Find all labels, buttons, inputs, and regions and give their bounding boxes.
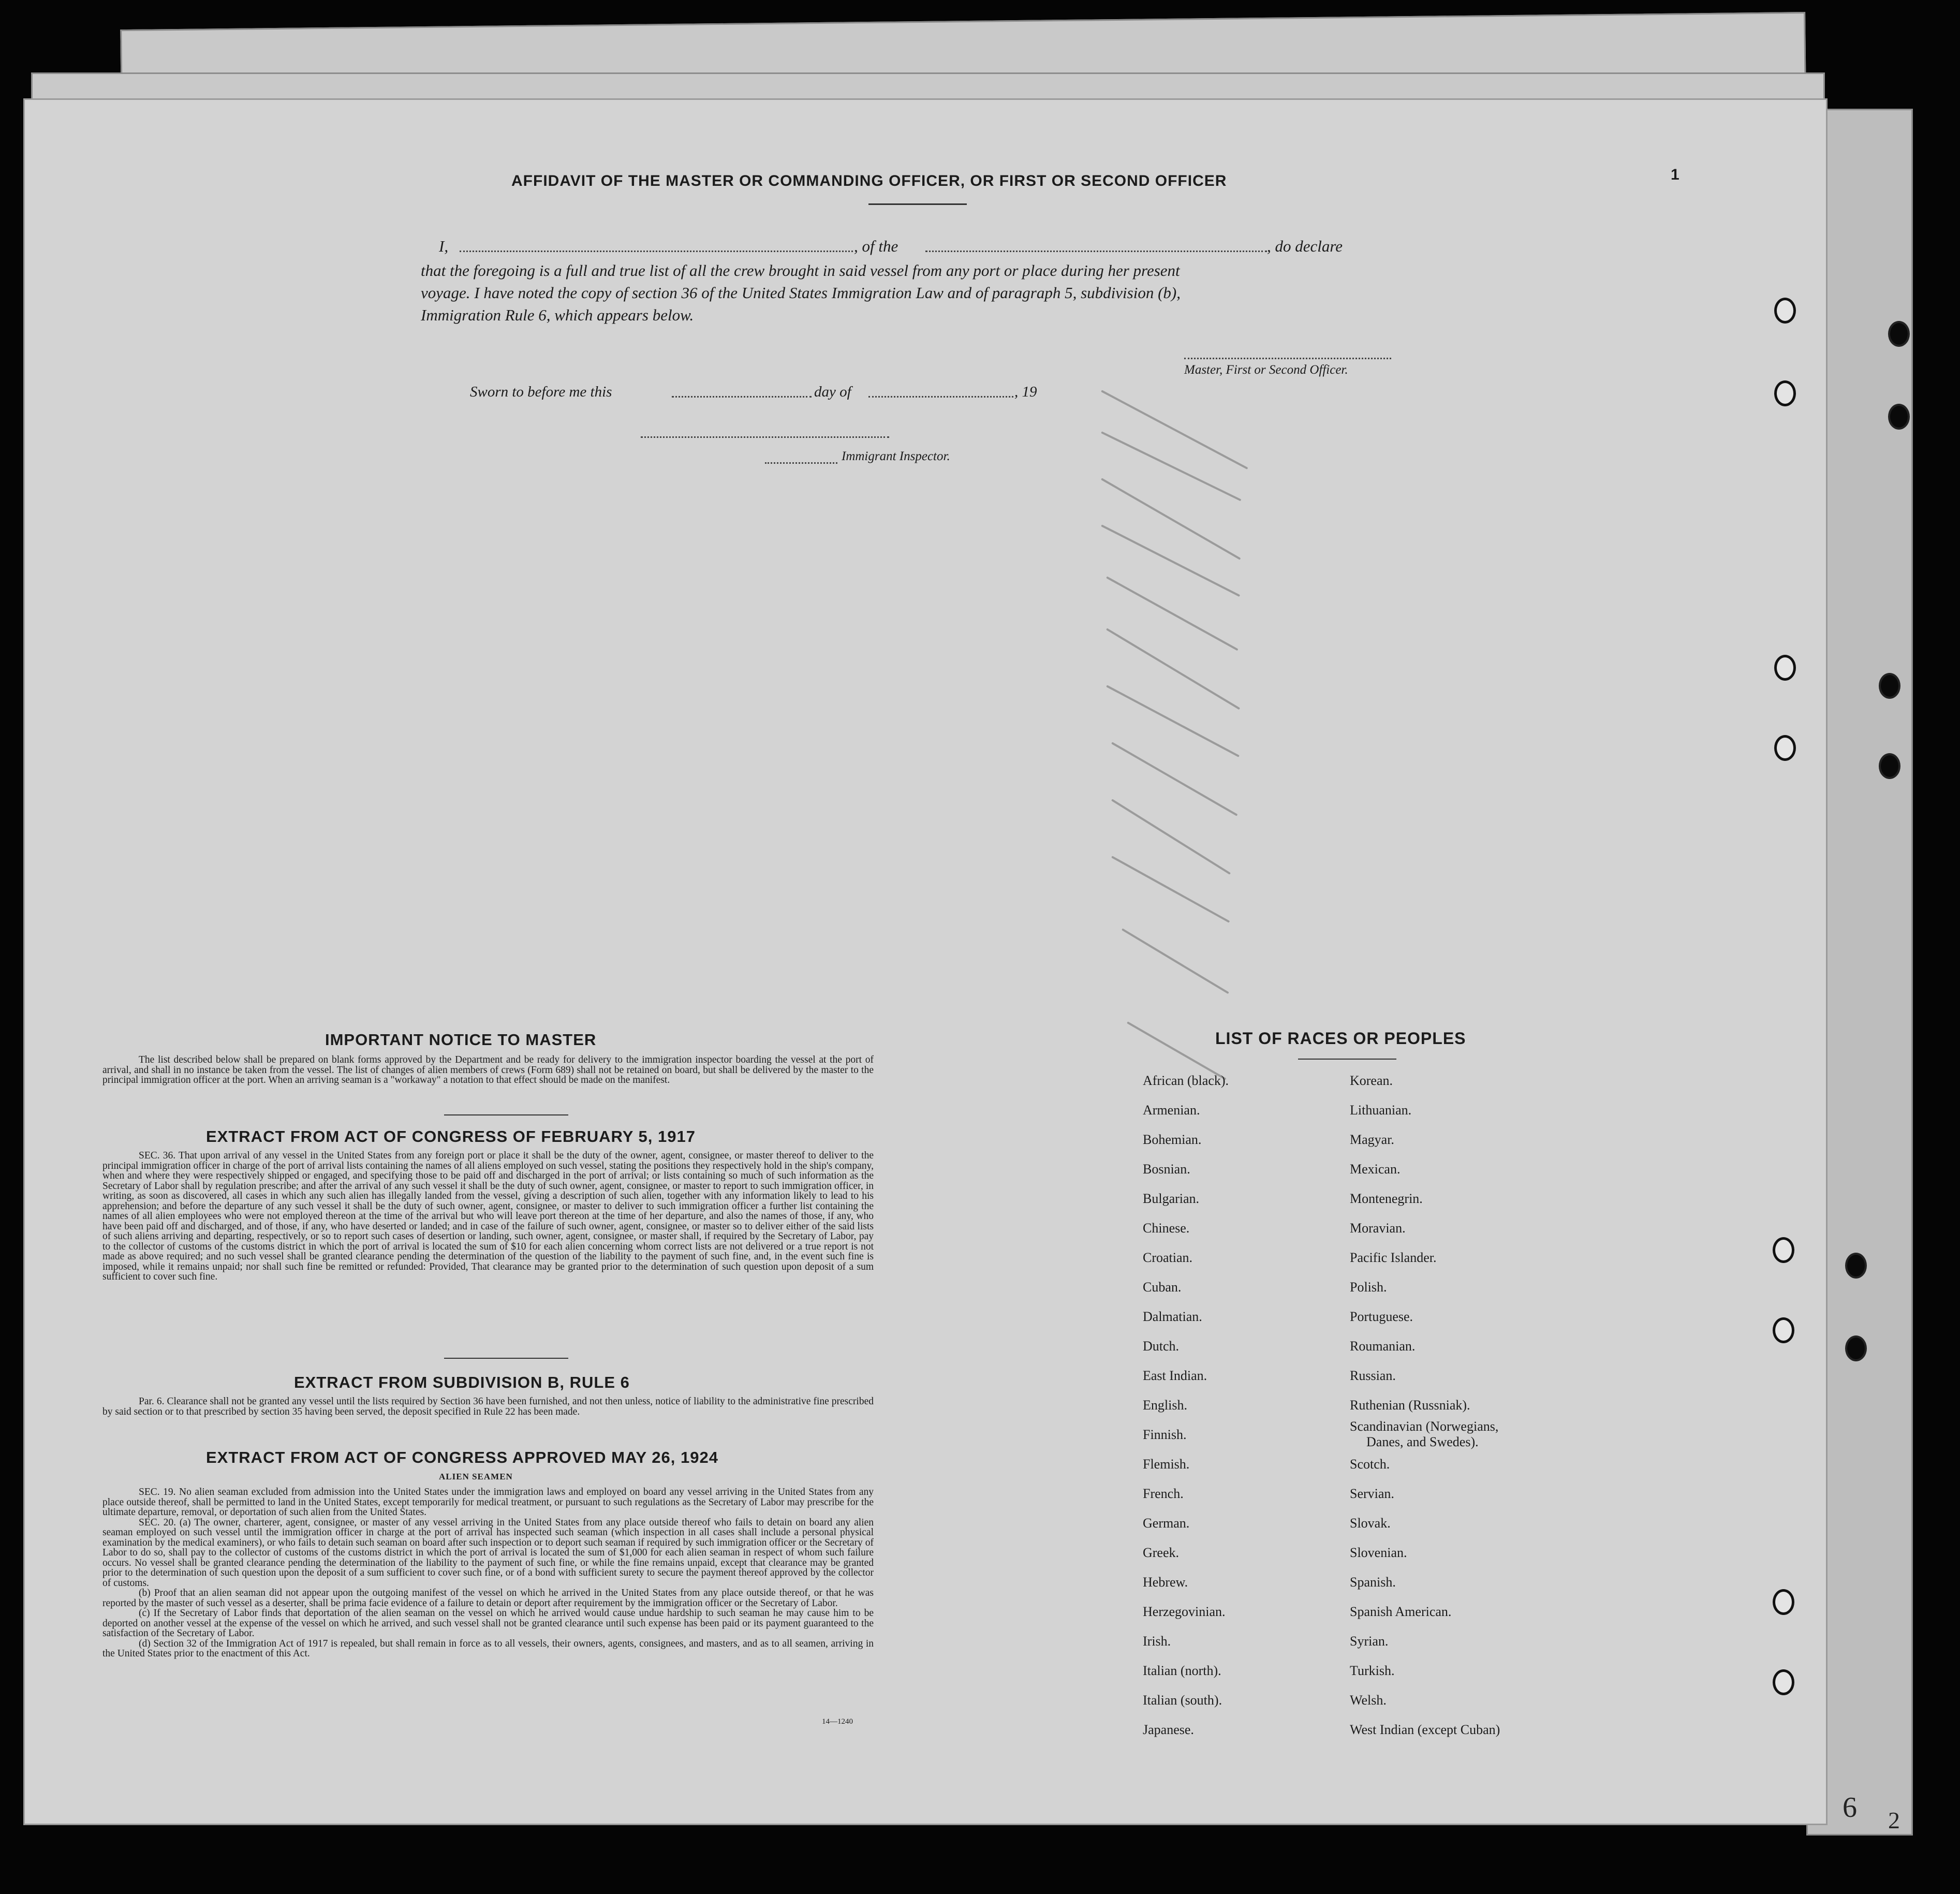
margin-mark: 6: [1843, 1792, 1857, 1824]
affidavit-title: AFFIDAVIT OF THE MASTER OR COMMANDING OFFICER, OR FIRST OR SECOND OFFICER: [511, 172, 1227, 189]
bleed-stroke: [1127, 1021, 1227, 1080]
punch-hole-dark: [1888, 404, 1910, 430]
race-item: Welsh.: [1350, 1693, 1387, 1708]
punch-hole-dark: [1879, 753, 1900, 779]
race-item: Bosnian.: [1143, 1162, 1190, 1177]
document-page: [23, 98, 1828, 1825]
race-item: Armenian.: [1143, 1103, 1200, 1118]
extract-1917-text: SEC. 36. That upon arrival of any vessel in the United States from any foreign port or place it shall be the duty of the owner, agent, consignee, or master thereof to deliver to the principal immigration officer in charge of the port of arrival lists containing the names of all aliens employed on such vessel, stating the positions they respectively hold in the ship's company, when and where they were respectively shipped or engaged, and specifying those to be paid off and discharged in the port of arrival; or lists containing so much of such information as the Secretary of Labor shall by regulation prescribe; and after the arrival of any such vessel it shall be the duty of such owner, agent, consignee, or master to report to such immigration officer, in writing, as soon as discovered, all cases in which any such alien has illegally landed from the vessel, giving a description of such alien, together with any information likely to lead to his apprehension; and before the departure of any such vessel it shall be the duty of such owner, agent, consignee, or master to deliver to such immigration officer a further list containing the names of all alien employees who were not employed thereon at the time of the arrival but who will leave port thereon at the time of her departure, and also the names of those, if any, who have been paid off and discharged, and of those, if any, who have deserted or landed; and in case of the failure of such owner, agent, consignee, or master so to deliver either of the said lists of such aliens arriving and departing, respectively, or so to report such cases of desertion or landing, such owner, agent, consignee, or master shall, if required by the Secretary of Labor, pay to the collector of customs of the customs district in which the port of arrival is located the sum of $10 for each alien concerning whom correct lists are not delivered or a true report is not made as above required; and no such vessel shall be granted clearance pending the determination of the question of the liability to the payment of such fine, and, in the event such fine is imposed, while it remains unpaid; nor shall such fine be remitted or refunded: Provided, That clearance may be granted prior to the determination of such question upon deposit of a sum sufficient to cover such fine.: [102, 1150, 874, 1282]
race-item: Syrian.: [1350, 1634, 1389, 1649]
race-item: Bulgarian.: [1143, 1191, 1200, 1206]
punch-hole: [1774, 298, 1796, 324]
race-item: Dutch.: [1143, 1339, 1180, 1354]
punch-hole-dark: [1879, 673, 1900, 699]
race-item: Pacific Islander.: [1350, 1250, 1437, 1265]
sworn-year: , 19: [1014, 384, 1037, 400]
race-item: West Indian (except Cuban): [1350, 1722, 1500, 1737]
affidavit-of-the-label: , of the: [854, 237, 898, 255]
sec20b-text: (b) Proof that an alien seaman did not appear upon the outgoing manifest of the vessel on which he arrived in the United States from any place outside thereof, or that he was reported by the master of such vessel as a deserter, shall be prima facie evidence of a failure to detain or deport after requirement by the immigration officer or the Secretary of Labor.: [102, 1588, 874, 1609]
sec19-text: SEC. 19. No alien seaman excluded from admission into the United States under the immigration laws and employed on board any vessel arriving in the United States from any place outside thereof, shall be permitted to land in the United States, except temporarily for medical treatment, or pursuant to such regulations as the Secretary of Labor may prescribe for the ultimate departure, removal, or deportation of such alien from the United States.: [102, 1487, 874, 1518]
sec20c-text: (c) If the Secretary of Labor finds that deportation of the alien seaman on the vessel on which he arrived would cause undue hardship to such seaman he may cause him to be deported on another vessel at the expense of the vessel on which he arrived, and such vessel shall not be granted clearance until such expense has been paid or its payment guaranteed to the satisfaction of the Secretary of Labor.: [102, 1608, 874, 1639]
punch-hole-dark: [1845, 1335, 1867, 1361]
race-item: Flemish.: [1143, 1457, 1190, 1472]
punch-hole: [1773, 1237, 1794, 1263]
punch-hole: [1773, 1669, 1794, 1695]
extract-1924-title: EXTRACT FROM ACT OF CONGRESS APPROVED MAY 26, 1924: [206, 1448, 718, 1466]
sworn-line: [470, 384, 1143, 404]
race-item: Spanish.: [1350, 1575, 1396, 1590]
race-item: Slovak.: [1350, 1516, 1391, 1531]
affidavit-body-line-2: that the foregoing is a full and true list of all the crew brought in said vessel from any port or place during her present: [421, 261, 1180, 280]
affidavit-declare-label: , do declare: [1267, 237, 1343, 255]
race-item: Herzegovinian.: [1143, 1604, 1226, 1619]
race-item: Japanese.: [1143, 1722, 1194, 1737]
master-signature-caption: Master, First or Second Officer.: [1184, 363, 1348, 377]
race-item: Irish.: [1143, 1634, 1171, 1649]
race-item: Portuguese.: [1350, 1309, 1413, 1324]
race-item: Slovenian.: [1350, 1545, 1407, 1560]
master-signature-line: [1184, 358, 1391, 359]
race-item: Scandinavian (Norwegians,: [1350, 1419, 1499, 1434]
affidavit-body-line-3: voyage. I have noted the copy of section 36 of the United States Immigration Law and of paragraph 5, subdivision (b),: [421, 284, 1181, 302]
race-item: Moravian.: [1350, 1221, 1406, 1236]
race-item: East Indian.: [1143, 1368, 1207, 1383]
affidavit-i-label: I,: [439, 237, 449, 255]
punch-hole: [1774, 655, 1796, 681]
notice-title: IMPORTANT NOTICE TO MASTER: [325, 1031, 597, 1049]
inspector-short-line: [765, 462, 837, 464]
race-item: Servian.: [1350, 1486, 1394, 1501]
vessel-blank: [925, 251, 1267, 252]
affidavit-line-1: [439, 237, 1443, 258]
affidavit-title-rule: [868, 203, 967, 205]
punch-hole: [1773, 1317, 1794, 1343]
race-item: Korean.: [1350, 1073, 1393, 1088]
race-item: African (black).: [1143, 1073, 1229, 1088]
sworn-day-blank: [672, 396, 812, 398]
extract-rule6-text: Par. 6. Clearance shall not be granted any vessel until the lists required by Section 36 have been furnished, and not then unless, notice of liability to the administrative fine prescribed by said section or to that prescribed by section 35 having been served, the deposit specified in Rule 22 has been made.: [102, 1396, 874, 1417]
sworn-prefix: Sworn to before me this: [470, 384, 612, 400]
punch-hole: [1774, 735, 1796, 761]
race-item: Mexican.: [1350, 1162, 1401, 1177]
race-item: Chinese.: [1143, 1221, 1190, 1236]
race-item: Greek.: [1143, 1545, 1180, 1560]
race-item: English.: [1143, 1398, 1187, 1413]
sworn-day-of: day of: [814, 384, 851, 400]
bleed-stroke: [1111, 856, 1230, 923]
race-item: Roumanian.: [1350, 1339, 1416, 1354]
affidavit-body-line-4: Immigration Rule 6, which appears below.: [421, 306, 694, 324]
punch-hole-dark: [1845, 1253, 1867, 1279]
notice-rule: [444, 1114, 568, 1115]
race-item: Ruthenian (Russniak).: [1350, 1398, 1470, 1413]
race-item-continuation: Danes, and Swedes).: [1366, 1434, 1479, 1449]
extract-1917-title: EXTRACT FROM ACT OF CONGRESS OF FEBRUARY 5, 1917: [206, 1127, 696, 1146]
race-item: Lithuanian.: [1350, 1103, 1412, 1118]
race-item: Scotch.: [1350, 1457, 1390, 1472]
punch-hole-dark: [1888, 321, 1910, 347]
bleed-stroke: [1101, 390, 1248, 469]
sec20d-text: (d) Section 32 of the Immigration Act of 1917 is repealed, but shall remain in force as to all vessels, their owners, agents, consignees, and masters, and as to all seamen, arriving in the United States prior to the enactment of this Act.: [102, 1638, 874, 1659]
race-item: Magyar.: [1350, 1132, 1394, 1147]
extract-1924-body: [102, 1487, 874, 1659]
punch-hole: [1774, 380, 1796, 406]
name-blank: [460, 251, 853, 252]
race-item: Spanish American.: [1350, 1604, 1452, 1619]
extract-1924-subtitle: ALIEN SEAMEN: [439, 1472, 513, 1481]
race-item: Turkish.: [1350, 1663, 1395, 1678]
page-mark: 1: [1671, 166, 1679, 183]
form-number: 14—1240: [822, 1717, 853, 1726]
race-item: German.: [1143, 1516, 1190, 1531]
race-item: Cuban.: [1143, 1280, 1182, 1295]
race-item: Bohemian.: [1143, 1132, 1202, 1147]
race-item: Hebrew.: [1143, 1575, 1188, 1590]
extract-rule6-title: EXTRACT FROM SUBDIVISION B, RULE 6: [294, 1373, 630, 1391]
inspector-signature-line: [641, 436, 889, 438]
race-item: Dalmatian.: [1143, 1309, 1202, 1324]
sec20a-text: SEC. 20. (a) The owner, charterer, agent, consignee, or master of any vessel arriving in the United States from any place outside thereof who fails to detain on board any alien seaman employed on such vessel until the immigration officer in charge at the port of arrival has inspected such seaman (which inspection in all cases shall include a personal physical examination by the medical examiners), or who fails to detain such seaman on board after such inspection or to deport such seaman if required by such immigration officer or the Secretary of Labor to do so, shall pay to the collector of customs of the customs district in which the port of arrival is located the sum of $1,000 for each alien seaman in respect of whom such failure occurs. No vessel shall be granted clearance pending the determination of the liability to the payment of such fine, or while the fine remains unpaid, except that clearance may be granted prior to the determination of such question upon the deposit of a sum sufficient to cover such fine, or of a bond with sufficient surety to secure the payment thereof approved by the collector of customs.: [102, 1517, 874, 1589]
race-item: Montenegrin.: [1350, 1191, 1423, 1206]
race-item: Italian (south).: [1143, 1693, 1222, 1708]
extract-1917-rule: [444, 1358, 568, 1359]
bleed-stroke: [1111, 742, 1237, 816]
race-item: Russian.: [1350, 1368, 1396, 1383]
races-title-rule: [1298, 1059, 1396, 1060]
race-item: Polish.: [1350, 1280, 1387, 1295]
race-item: French.: [1143, 1486, 1184, 1501]
race-item: Italian (north).: [1143, 1663, 1221, 1678]
race-item: Croatian.: [1143, 1250, 1193, 1265]
sworn-month-blank: [868, 396, 1013, 398]
notice-text: The list described below shall be prepared on blank forms approved by the Department and be ready for delivery to the immigration inspector boarding the vessel at the port of arrival, and shall in no instance be taken from the vessel. The list of changes of alien members of crews (Form 689) shall not be retained on board, but shall be delivered by the master to the principal immigration officer at the port. When an arriving seaman is a "workaway" a notation to that effect should be made on the manifest.: [102, 1054, 874, 1085]
races-title: LIST OF RACES OR PEOPLES: [1215, 1029, 1466, 1048]
inspector-caption: Immigrant Inspector.: [842, 449, 950, 463]
bleed-stroke: [1111, 799, 1231, 874]
race-item: Finnish.: [1143, 1427, 1187, 1442]
bleed-stroke: [1122, 928, 1229, 994]
punch-hole: [1773, 1589, 1794, 1615]
margin-mark-2: 2: [1888, 1807, 1900, 1833]
